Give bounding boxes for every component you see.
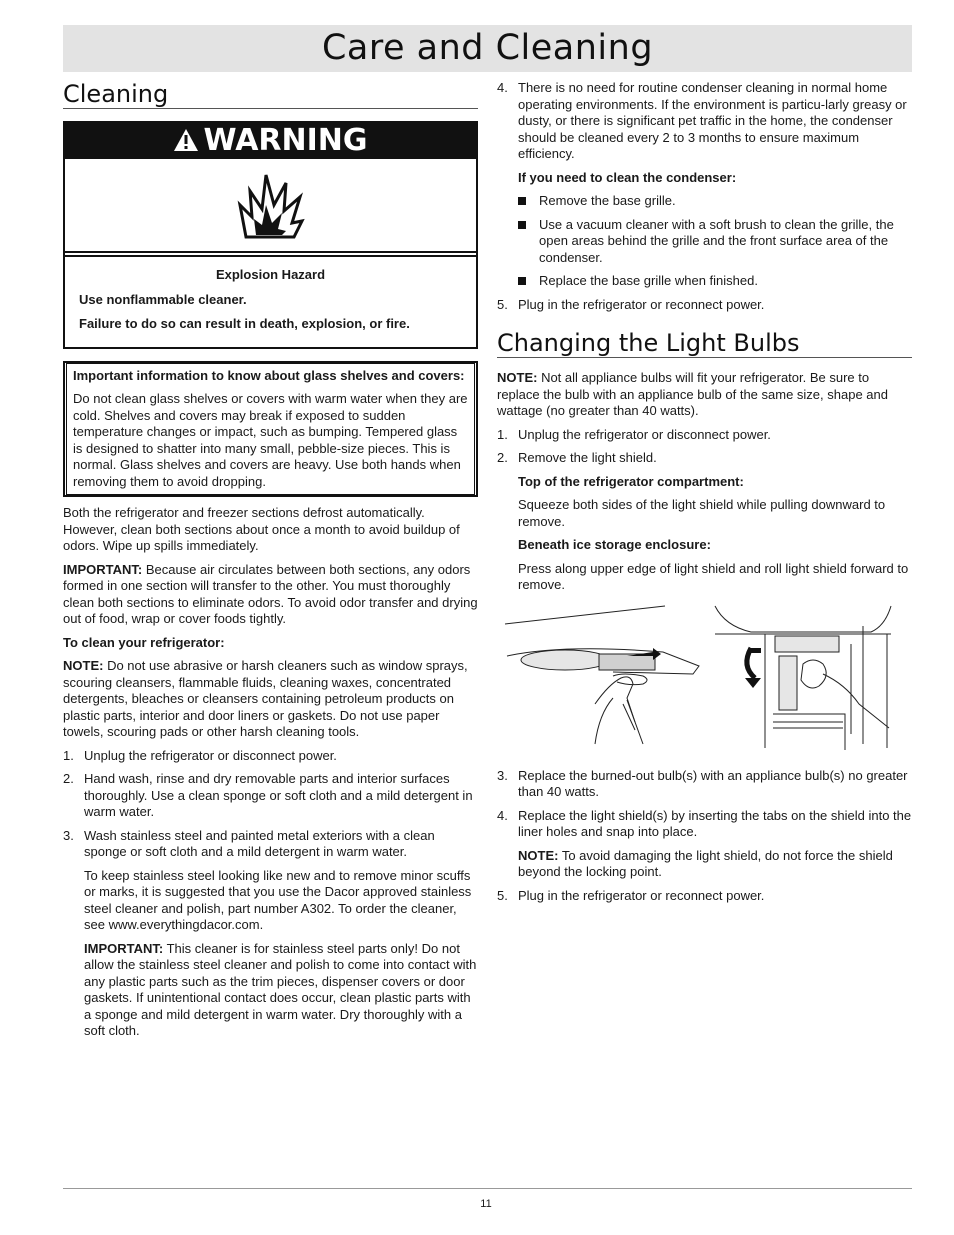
glass-info-body: Do not clean glass shelves or covers with warm water when they are cold. Shelves and covers may break if exposed to sudden temperature changes or impact, such as bumping. Tempered glass is designed to shatter into many small, pebble-size pieces. This is normal. Glass shelves and covers are heavy. Use both hands when removing them to avoid dropping.: [73, 391, 468, 489]
cleaner-note-paragraph: NOTE: Do not use abrasive or harsh cleaners such as window sprays, scouring cleansers, flammable fluids, cleaning waxes, concentrated detergents, bleaches or cleansers containing petroleum products on plastic parts, interior and door liners or gaskets. Do not use paper towels, scouring pads or other harsh cleaning tools.: [63, 658, 468, 739]
warning-box: [63, 121, 478, 349]
list-item: 1. Unplug the refrigerator or disconnect power.: [63, 747, 337, 763]
list-item: 2. Remove the light shield.: [497, 450, 657, 465]
list-item: Use a vacuum cleaner with a soft brush to clean the grille, the open areas behind the grille and the front surface area of the condenser.: [518, 217, 912, 267]
list-item: 3. Wash stainless steel and painted metal exteriors with a clean sponge or soft cloth and a mild detergent in warm water.: [63, 827, 435, 859]
bulbs-heading: Changing the Light Bulbs: [497, 329, 912, 358]
bulbs-note2-paragraph: NOTE: To avoid damaging the light shield, do not force the shield beyond the locking point.: [518, 847, 893, 879]
important-stainless-paragraph: IMPORTANT: This cleaner is for stainless steel parts only! Do not allow the stainless steel cleaner and polish to come into contact with any plastic parts such as the trim pieces, dispenser covers or door gaskets. If unintentional contact does occur, clean plastic parts with a sponge and mild detergent in warm water. Dry thoroughly with a soft cloth.: [84, 940, 477, 1038]
beneath-ice-heading: Beneath ice storage enclosure:: [518, 537, 711, 552]
right-column: [497, 80, 912, 911]
to-clean-heading: To clean your refrigerator:: [63, 634, 225, 650]
cleaning-steps: [63, 748, 478, 861]
explosion-icon: [65, 159, 476, 253]
list-item: 3. Replace the burned-out bulb(s) with an appliance bulb(s) no greater than 40 watts.: [497, 767, 908, 799]
warning-line-2: Failure to do so can result in death, explosion, or fire.: [79, 316, 410, 331]
bulbs-steps-a: [497, 427, 912, 467]
page-number: 11: [480, 1198, 492, 1210]
warning-text: [65, 255, 476, 347]
important-odor-paragraph: IMPORTANT: Because air circulates between both sections, any odors formed in one section will transfer to the other. You must thoroughly clean both sections to eliminate odors. To avoid odor transfer and drying out of food, wrap or cover foods tightly.: [63, 561, 478, 626]
list-item: 5. Plug in the refrigerator or reconnect power.: [497, 887, 765, 903]
bulbs-step-5: [497, 888, 912, 905]
light-shield-illustration: [503, 604, 912, 754]
top-compartment-text: Squeeze both sides of the light shield while pulling downward to remove.: [518, 497, 886, 529]
warning-line-1: Use nonflammable cleaner.: [79, 291, 247, 307]
warning-triangle-icon: [173, 125, 199, 161]
stainless-paragraph: To keep stainless steel looking like new and to remove minor scuffs or marks, it is suggested that you use the Dacor approved stainless steel cleaner and polish, part number A302. To order the cleaner, see www.everythingdacor.com.: [84, 867, 472, 932]
list-item: 4. There is no need for routine condenser cleaning in normal home operating environments. If the environment is particu-larly greasy or dusty, or there is significant pet traffic in the home, the condenser should be cleaned every 2 to 3 months to ensure maximum efficiency.: [497, 80, 907, 161]
left-column: [63, 80, 478, 1047]
list-item: 2. Hand wash, rinse and dry removable parts and interior surfaces thoroughly. Use a clean sponge or soft cloth and a mild detergent in warm water.: [63, 771, 473, 819]
warning-header: [65, 123, 476, 159]
light-shield-drawing: [503, 604, 903, 754]
page-title: Care and Cleaning: [321, 28, 654, 68]
bulbs-steps-b: [497, 768, 912, 841]
list-item: Remove the base grille.: [518, 193, 912, 210]
condenser-step-5: [497, 297, 912, 314]
top-compartment-heading: Top of the refrigerator compartment:: [518, 473, 744, 489]
bulbs-note-paragraph: NOTE: Not all appliance bulbs will fit your refrigerator. Be sure to replace the bulb with an appliance bulb of the same size, shape and wattage (no greater than 40 watts).: [497, 370, 888, 418]
condenser-steps: [497, 80, 912, 163]
beneath-ice-text: Press along upper edge of light shield and roll light shield forward to remove.: [518, 560, 909, 592]
hazard-title: Explosion Hazard: [215, 267, 326, 282]
list-item: 4. Replace the light shield(s) by inserting the tabs on the shield into the liner holes and snap into place.: [497, 807, 912, 839]
warning-label: WARNING: [203, 123, 368, 158]
footer-divider: [63, 1188, 912, 1189]
condenser-bullets: [518, 193, 912, 290]
condenser-heading: If you need to clean the condenser:: [518, 169, 737, 185]
cleaning-heading: Cleaning: [63, 80, 478, 109]
list-item: 1. Unplug the refrigerator or disconnect power.: [497, 426, 771, 442]
defrost-paragraph: Both the refrigerator and freezer sections defrost automatically. However, clean both sections about once a month to avoid buildup of odors. Wipe up spills immediately.: [63, 505, 460, 553]
list-item: 5. Plug in the refrigerator or reconnect power.: [497, 296, 765, 312]
list-item: Replace the base grille when finished.: [518, 273, 912, 290]
page-title-bar: [63, 25, 912, 72]
glass-info-title: Important information to know about glass shelves and covers:: [73, 367, 465, 383]
glass-info-box: [63, 361, 478, 498]
